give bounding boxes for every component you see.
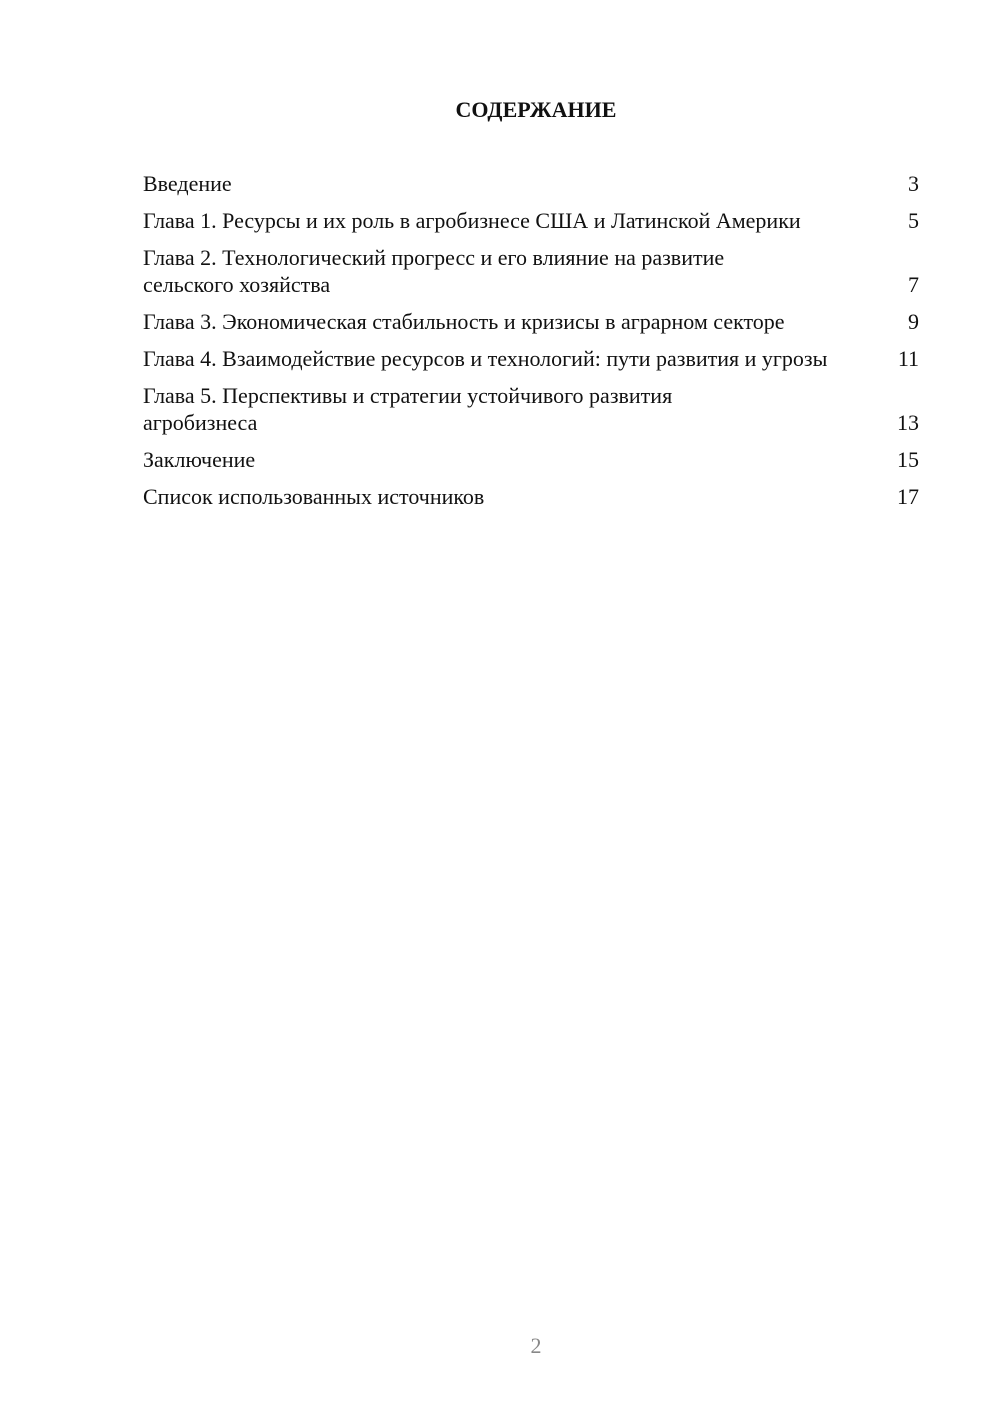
toc-entry-chapter-5[interactable]: [143, 382, 919, 436]
toc-entry-text: Глава 2. Технологический прогресс и его влияние на развитие сельского хозяйства: [143, 245, 725, 297]
toc-entry-page: 5: [908, 208, 919, 233]
toc-entry-chapter-4[interactable]: [143, 345, 919, 372]
page-number: 2: [530, 1333, 542, 1358]
toc-title-text: СОДЕРЖАНИЕ: [455, 97, 617, 122]
toc-entry-page: 11: [897, 346, 919, 371]
toc-entry-chapter-3[interactable]: [143, 308, 919, 335]
toc-entry-page: 13: [897, 410, 919, 435]
toc-entry-conclusion[interactable]: [143, 446, 919, 473]
toc-entry-text: Глава 4. Взаимодействие ресурсов и технологий: пути развития и угрозы: [143, 346, 828, 371]
toc-entry-text: Список использованных источников: [143, 484, 485, 509]
toc-entry-text: Заключение: [143, 447, 256, 472]
toc-entry-page: 7: [908, 272, 919, 297]
toc-entry-text: Глава 3. Экономическая стабильность и кризисы в аграрном секторе: [143, 309, 785, 334]
toc-entry-references[interactable]: [143, 483, 919, 510]
toc-entry-text: Глава 5. Перспективы и стратегии устойчивого развития агробизнеса: [143, 383, 673, 435]
table-of-contents: [143, 170, 919, 520]
toc-title: [0, 96, 1000, 124]
toc-entry-page: 15: [897, 447, 919, 472]
toc-entry-page: 9: [908, 309, 919, 334]
toc-entry-introduction[interactable]: [143, 170, 919, 197]
toc-entry-chapter-1[interactable]: [143, 207, 919, 234]
toc-entry-page: 3: [908, 171, 919, 196]
toc-entry-chapter-2[interactable]: [143, 244, 919, 298]
toc-entry-page: 17: [897, 484, 919, 509]
toc-entry-text: Глава 1. Ресурсы и их роль в агробизнесе США и Латинской Америки: [143, 208, 801, 233]
toc-entry-text: Введение: [143, 171, 232, 196]
